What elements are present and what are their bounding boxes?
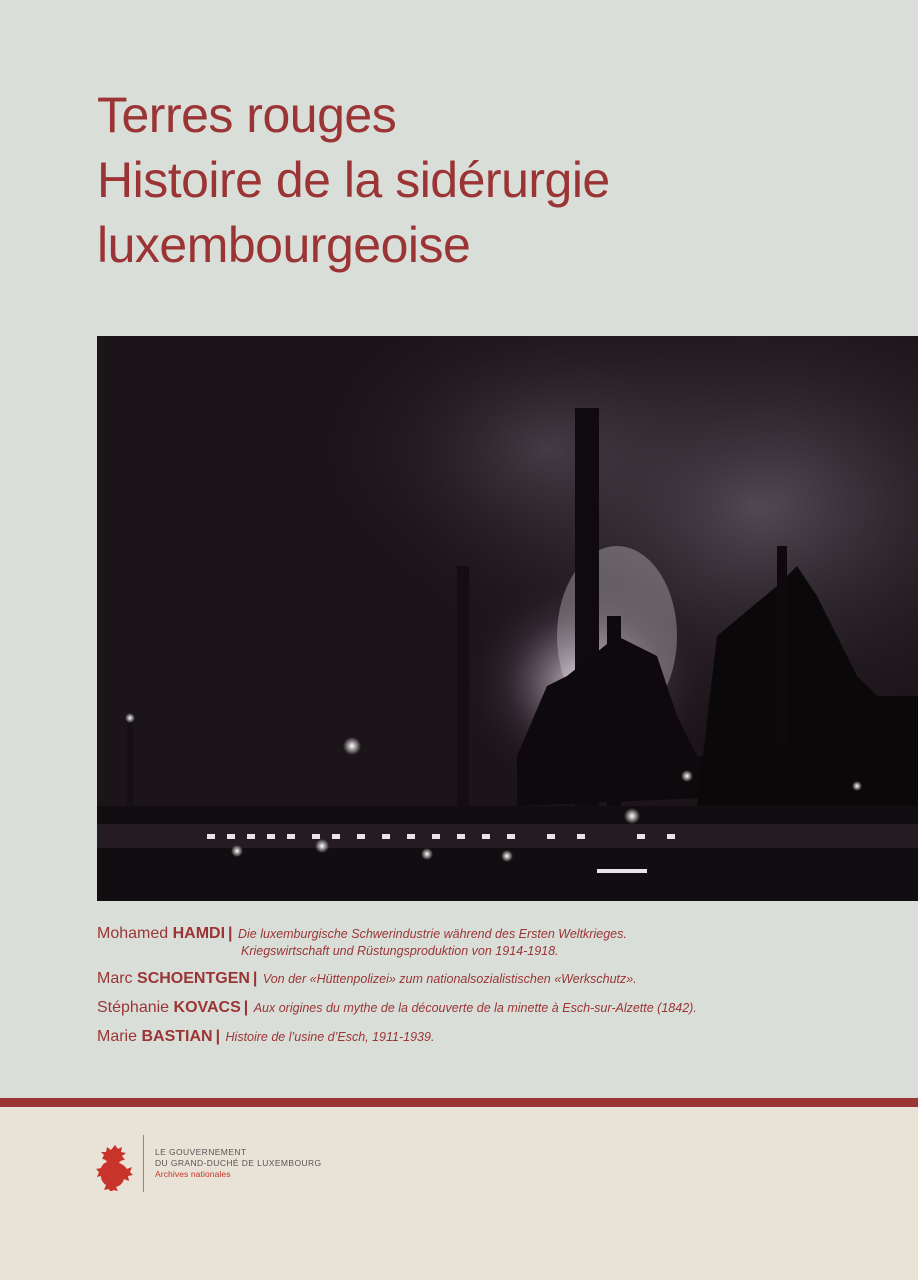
author-last-name: HAMDI (172, 925, 226, 942)
red-lion-icon (95, 1143, 135, 1191)
author-entry (97, 970, 897, 988)
author-first-name: Stéphanie (97, 999, 170, 1016)
title-line-2: Histoire de la sidérurgie (97, 152, 610, 208)
author-work-title: Histoire de l’usine d’Esch, 1911-1939. (225, 1030, 435, 1044)
author-last-name: KOVACS (173, 999, 241, 1016)
publisher-name (155, 1147, 322, 1180)
author-first-name: Marc (97, 970, 133, 987)
separator: | (215, 1028, 221, 1045)
author-entry (97, 1028, 897, 1046)
contributors-list (97, 925, 897, 1045)
footer-divider (0, 1098, 918, 1107)
author-work-title: Von der «Hüttenpolizei» zum nationalsozialistischen «Werkschutz». (262, 972, 637, 986)
book-title (97, 83, 897, 278)
logo-separator-line (143, 1135, 144, 1192)
publisher-line-1: LE GOUVERNEMENT (155, 1147, 247, 1157)
publisher-line-2: DU GRAND-DUCHÉ DE LUXEMBOURG (155, 1158, 322, 1168)
author-entry (97, 999, 897, 1017)
author-work-title-continued: Kriegswirtschaft und Rüstungsproduktion von 1914-1918. (241, 944, 559, 958)
author-first-name: Marie (97, 1028, 138, 1045)
author-work-title: Aux origines du mythe de la découverte de la minette à Esch-sur-Alzette (1842). (253, 1001, 697, 1015)
steelworks-night-photo (97, 336, 918, 901)
publisher-footer (0, 1107, 918, 1280)
author-entry (97, 925, 897, 959)
separator: | (252, 970, 258, 987)
author-first-name: Mohamed (97, 925, 169, 942)
author-last-name: SCHOENTGEN (137, 970, 250, 987)
author-last-name: BASTIAN (141, 1028, 213, 1045)
publisher-line-3: Archives nationales (155, 1169, 231, 1179)
author-work-title: Die luxemburgische Schwerindustrie während des Ersten Weltkrieges. (237, 927, 627, 941)
title-line-1: Terres rouges (97, 87, 397, 143)
separator: | (228, 925, 233, 942)
title-line-3: luxembourgeoise (97, 217, 471, 273)
separator: | (243, 999, 249, 1016)
